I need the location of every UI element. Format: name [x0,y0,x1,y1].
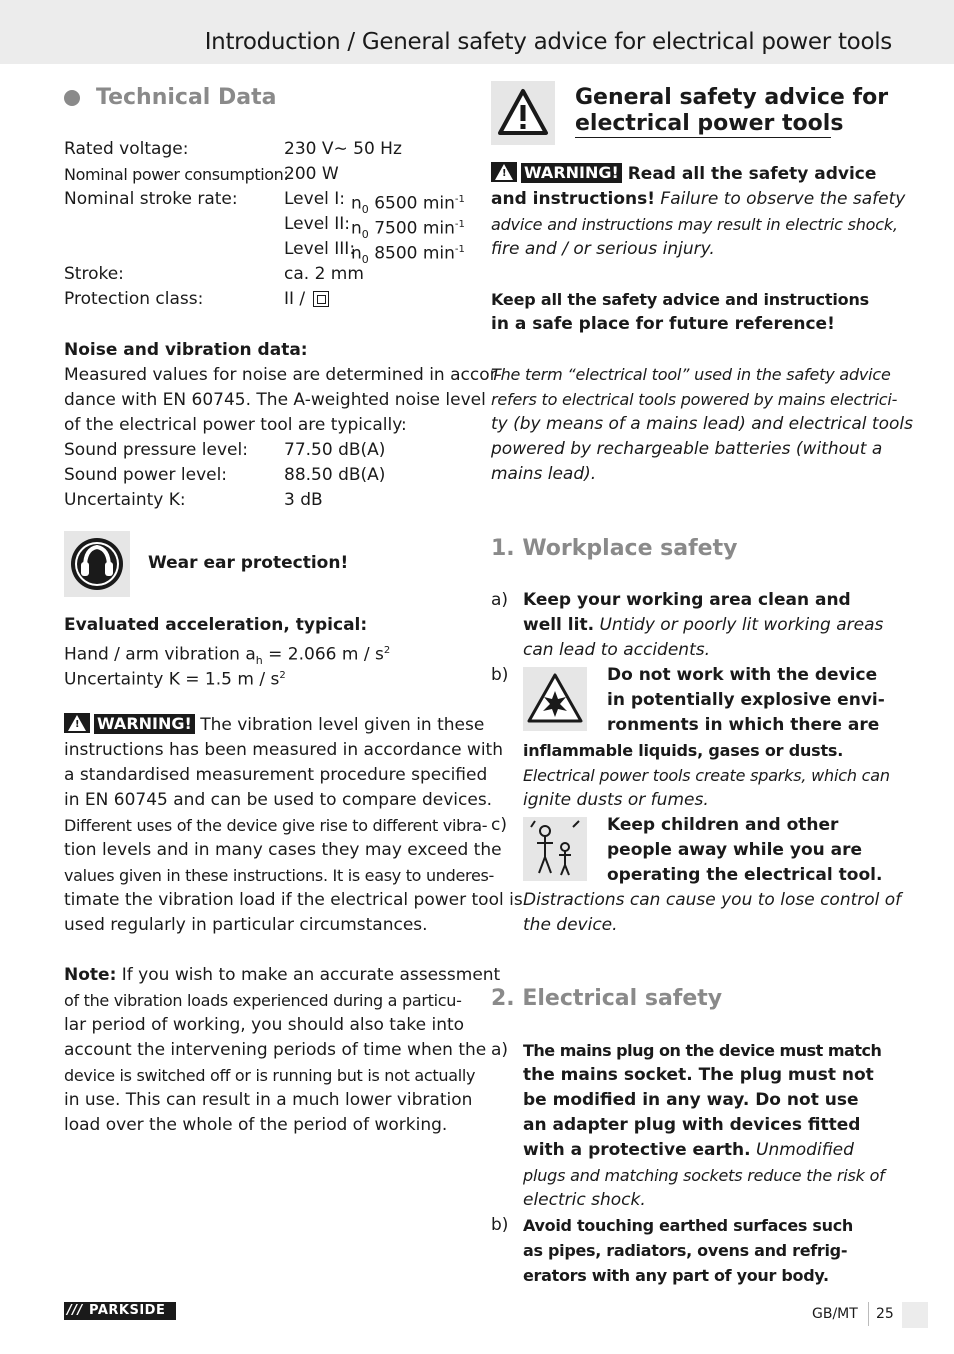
ws-c-italic: Distractions can cause you to lose control of [523,890,902,910]
n0-symbol: n [351,193,362,214]
noise-label: Sound power level: [64,465,228,485]
ws-b-bold: Do not work with the device [607,665,878,685]
spec-value: Level I: [284,189,346,209]
noise-label: Sound pressure level: [64,440,248,460]
ws-b-italic: ignite dusts or fumes. [523,790,709,810]
es-a-bold: The mains plug on the device must match [523,1041,882,1060]
es-b-bold: as pipes, radiators, ovens and refrig- [523,1241,848,1260]
ws-c-bold: Keep children and other [607,815,839,835]
min-superscript: -1 [454,219,465,230]
warning-italic-text: advice and instructions may result in electric shock, [491,215,898,234]
list-letter: a) [491,590,509,610]
page-number: 25 [876,1306,894,1322]
term-definition: mains lead). [491,464,597,484]
warning-text: tion levels and in many cases they may exceed the [64,840,502,860]
page-title: Introduction / General safety advice for electrical power tools [204,29,892,55]
noise-label: Uncertainty K: [64,490,186,510]
note-paragraph [64,963,500,988]
es-a-italic: electric shock. [523,1190,646,1210]
vibration-warning [64,713,484,738]
safety-warning-line [491,187,905,212]
noise-value: 88.50 dB(A) [284,465,386,485]
es-a-italic: Unmodified [750,1140,854,1160]
accel-value: = 2.066 m / s [262,644,384,665]
spec-label: Nominal power consumption: [64,165,289,184]
warning-italic-text: fire and / or serious injury. [491,239,715,259]
spec-label: Protection class: [64,289,204,309]
page-header [0,0,954,64]
es-b-bold: Avoid touching earthed surfaces such [523,1216,853,1235]
note-text: account the intervening periods of time when the [64,1040,487,1060]
stroke-rate-level-3 [351,237,465,272]
ws-b-bold: ronments in which there are [607,715,880,735]
warning-bold-text: and instructions! [491,189,656,209]
ws-b-italic: Electrical power tools create sparks, which can [523,766,890,785]
logo-stripes-icon: /// [67,1303,83,1318]
general-safety-heading: General safety advice for [575,85,889,110]
ws-a-line [523,613,883,638]
warning-triangle-icon: ! [64,713,90,733]
term-definition: powered by rechargeable batteries (without a [491,439,883,459]
note-label: Note: [64,965,117,985]
spec-value: 230 V∼ 50 Hz [284,139,402,159]
accel-uncertainty [64,663,286,693]
list-letter: b) [491,1215,509,1235]
min-superscript: -1 [454,194,465,205]
note-text: in use. This can result in a much lower vibration [64,1090,473,1110]
warning-italic-text: Failure to observe the safety [655,189,906,209]
general-warning-icon [491,81,555,145]
electrical-safety-heading: 2. Electrical safety [491,986,723,1011]
warning-text: The vibration level given in these [194,715,485,735]
stroke-rate-value: 6500 min [374,193,455,214]
noise-value: 77.50 dB(A) [284,440,386,460]
accel-uncertainty-value: Uncertainty K = 1.5 m / s [64,669,280,690]
keep-advice: in a safe place for future reference! [491,314,835,334]
note-text: of the vibration loads experienced during a particu- [64,991,462,1010]
squared-superscript: 2 [279,670,286,681]
n0-symbol: n [351,243,362,264]
stroke-rate-value: 8500 min [374,243,455,264]
workplace-safety-heading: 1. Workplace safety [491,536,738,561]
list-letter: c) [491,815,507,835]
note-text: If you wish to make an accurate assessment [116,965,501,985]
warning-bold-text: Read all the safety advice [621,164,877,184]
spec-label: Nominal stroke rate: [64,189,238,209]
brand-name: PARKSIDE [89,1303,166,1318]
noise-heading: Noise and vibration data: [64,340,308,360]
noise-text: of the electrical power tool are typically: [64,415,407,435]
warning-triangle-icon: ! [491,162,517,182]
spec-label: Stroke: [64,264,124,284]
n0-symbol: n [351,218,362,239]
keep-advice: Keep all the safety advice and instructions [491,290,869,309]
warning-text: Different uses of the device give rise to different vibra- [64,816,488,835]
heading-underline [575,137,831,138]
protection-class-text: II / [284,289,311,309]
warning-label: WARNING! [521,163,622,183]
warning-text: timate the vibration load if the electrical power tool is [64,890,523,910]
ws-a-italic: can lead to accidents. [523,640,710,660]
warning-text: used regularly in particular circumstances. [64,915,428,935]
ear-protection-text: Wear ear protection! [148,553,349,573]
n0-subscript: 0 [361,203,369,217]
accel-label: Hand / arm vibration a [64,644,256,665]
es-b-bold: erators with any part of your body. [523,1266,829,1285]
es-a-bold: be modified in any way. Do not use [523,1090,859,1110]
noise-value: 3 dB [284,490,323,510]
n0-subscript: 0 [361,253,369,267]
ear-protection-icon [64,531,130,597]
noise-text: dance with EN 60745. The A-weighted noise level [64,390,486,410]
list-letter: b) [491,665,509,685]
stroke-rate-value: 7500 min [374,218,455,239]
parkside-logo [64,1302,176,1320]
list-letter: a) [491,1040,509,1060]
page-tab-marker [902,1302,928,1328]
term-definition: The term “electrical tool” used in the safety advice [491,365,891,384]
es-a-line [523,1138,854,1163]
noise-text: Measured values for noise are determined in accor- [64,365,502,385]
n0-subscript: 0 [361,228,369,242]
footer-divider [868,1302,869,1326]
es-a-bold: with a protective earth. [523,1140,751,1160]
general-safety-heading: electrical power tools [575,111,844,136]
ws-a-bold: well lit. [523,615,595,635]
term-definition: ty (by means of a mains lead) and electrical tools [491,414,913,434]
squared-superscript: 2 [383,645,391,656]
warning-text: a standardised measurement procedure specified [64,765,488,785]
warning-text: instructions has been measured in accordance with [64,740,503,760]
footer-region: GB/MT [812,1306,858,1322]
note-text: device is switched off or is running but is not actually [64,1066,476,1085]
ws-a-italic: Untidy or poorly lit working areas [594,615,884,635]
spec-value: Level III: [284,239,356,259]
note-text: load over the whole of the period of working. [64,1115,448,1135]
warning-text: values given in these instructions. It is easy to underes- [64,866,495,885]
spec-value: Level II: [284,214,351,234]
ws-c-italic: the device. [523,915,618,935]
es-a-italic: plugs and matching sockets reduce the risk of [523,1166,885,1185]
protection-class-ii-icon [313,291,329,307]
warning-text: in EN 60745 and can be used to compare devices. [64,790,493,810]
explosion-hazard-icon [523,667,587,731]
ws-b-bold: inflammable liquids, gases or dusts. [523,741,844,760]
min-superscript: -1 [454,244,465,255]
es-a-bold: an adapter plug with devices fitted [523,1115,861,1135]
spec-label: Rated voltage: [64,139,189,159]
safety-warning [491,162,876,187]
technical-data-heading: Technical Data [96,85,277,110]
es-a-bold: the mains socket. The plug must not [523,1065,874,1085]
keep-children-away-icon [523,817,587,881]
accel-subscript: h [255,654,263,668]
ws-b-bold: in potentially explosive envi- [607,690,885,710]
ws-c-bold: people away while you are [607,840,863,860]
note-text: lar period of working, you should also take into [64,1015,465,1035]
spec-value: 200 W [284,164,339,184]
warning-label: WARNING! [94,714,195,734]
term-definition: refers to electrical tools powered by mains electrici- [491,390,898,409]
spec-value [284,287,329,312]
ws-c-bold: operating the electrical tool. [607,865,883,885]
ws-a-bold: Keep your working area clean and [523,590,851,610]
spec-value: ca. 2 mm [284,264,364,284]
tech-bullet-icon [64,90,80,106]
accel-heading: Evaluated acceleration, typical: [64,615,368,635]
